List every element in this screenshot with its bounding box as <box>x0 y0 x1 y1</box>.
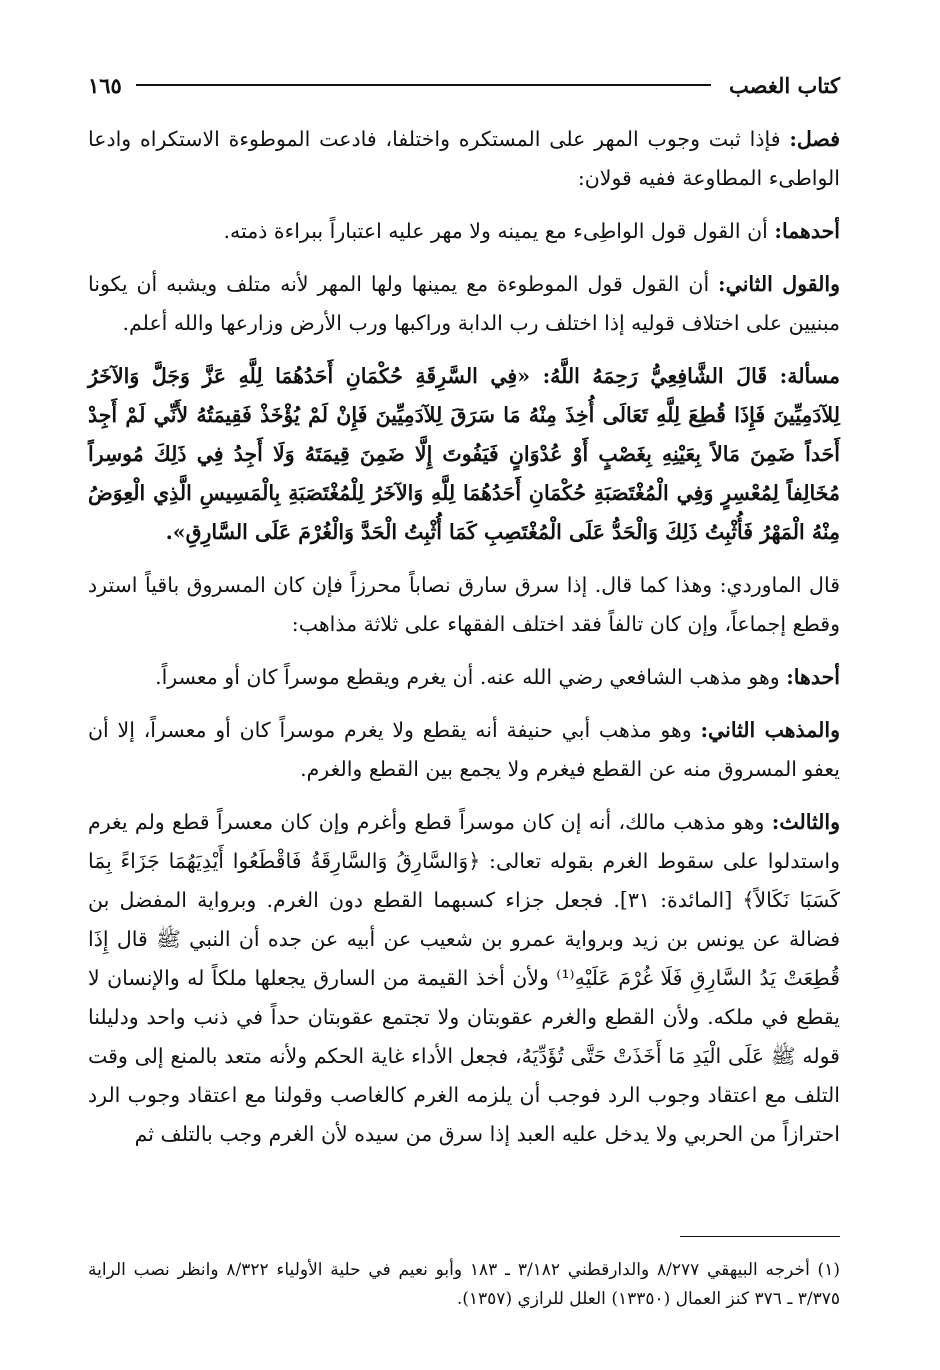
chapter-title: كتاب الغصب <box>728 72 840 98</box>
paragraph-text: أن القول قول الواطِىء مع يمينه ولا مهر عليه اعتباراً ببراءة ذمته. <box>223 219 775 243</box>
paragraph-text: وهو مذهب مالك، أنه إن كان موسراً قطع وأغرم وإن كان معسراً قطع ولم يغرم واستدلوا على سقوط الغرم بقوله تعالى: ﴿وَالسَّارِقُ وَالسَّارِقَةُ فَاقْطَعُوا أَيْدِيَهُمَا جَزَاءً بِمَا كَسَبَا نَكَالاً﴾ [المائدة: ٣١]. فجعل جزاء كسبهما القطع دون الغرم. وبرواية المفضل بن فضالة عن يونس بن زيد وبرواية عمرو بن شعيب عن أبيه عن جده أن النبي ﷺ قال إِذَا قُطِعَتْ يَدُ السَّارِقِ فَلَا غُرْمَ عَلَيْهِ⁽¹⁾ ولأن أخذ القيمة من السارق يجعلها ملكاً له والإنسان لا يقطع في ملكه. ولأن القطع والغرم عقوبتان ولا تجتمع عقوبتان حداً في ذنب واحد ودليلنا قوله ﷺ عَلَى الْيَدِ مَا أَخَذَتْ حَتَّى تُؤَدِّيَهُ، فجعل الأداء غاية الحكم ولأنه متعد بالمنع إلى وقت التلف مع اعتقاد وجوب الرد فوجب أن يلزمه الغرم كالغاصب وقولنا مع اعتقاد وجوب الرد احترازاً من الحربي ولا يدخل عليه العبد إذا سرق من سيده لأن الغرم وجب بالتلف ثم <box>88 810 841 1146</box>
paragraph-text: أن القول قول الموطوءة مع يمينها ولها المهر لأنه متلف ويشبه أن يكونا مبنيين على اختلاف قوليه إذا اختلف رب الدابة وراكبها ورب الأرض وزارعها والله أعلم. <box>88 272 840 335</box>
header-rule <box>136 84 711 86</box>
paragraph-lead: أحدهما: <box>774 219 840 243</box>
paragraph-lead: والمذهب الثاني: <box>700 718 840 742</box>
main-text <box>88 120 840 1154</box>
paragraph-masala <box>88 357 840 552</box>
paragraph-lead: والثالث: <box>771 810 840 834</box>
paragraph-lead: والقول الثاني: <box>718 272 840 296</box>
page-number: ١٦٥ <box>88 72 122 98</box>
paragraph-text: رَحِمَهُ اللَّهُ: «فِي السَّرِقَةِ حُكْمَانِ أَحَدُهُمَا لِلَّهِ عَزَّ وَجَلَّ وَالآخَرُ لِلآدَمِيِّينَ فَإِذَا قُطِعَ لِلَّهِ تَعَالَى أُخِذَ مِنْهُ مَا سَرَقَ لِلآدَمِيِّينَ فَإِنْ لَمْ يُؤْخَذْ فَقِيمَتُهُ لأَنِّي لَمْ أَجِدْ أَحَداً ضَمِنَ مَالاً بِعَيْنِهِ بِغَصْبٍ أَوْ عُدْوَانٍ فَيَفُوتَ إِلَّا ضَمِنَ قِيمَتَهُ وَلَا أَجِدُ فِي ذَلِكَ مُوسِراً مُخَالِفاً لِمُعْسِرٍ وَفِي الْمُغْتَصَبَةِ حُكْمَانِ أَحَدُهُمَا لِلَّهِ وَالآخَرُ لِلْمُغْتَصَبَةِ بِالْمَسِيسِ الَّذِي الْعِوَضُ مِنْهُ الْمَهْرُ فَأُثْبِتُ ذَلِكَ وَالْحَدُّ عَلَى الْمُغْتَصِبِ كَمَا أُثْبِتُ الْحَدَّ وَالْغُرْمَ عَلَى السَّارِقِ». <box>88 364 840 544</box>
paragraph-first-opinion <box>88 212 840 251</box>
paragraph-mawardi <box>88 566 840 644</box>
paragraph-text: وهو مذهب الشافعي رضي الله عنه. أن يغرم ويقطع موسراً كان أو معسراً. <box>155 665 787 689</box>
paragraph-lead: فصل: <box>789 127 840 151</box>
paragraph-fasl <box>88 120 840 198</box>
paragraph-text: قال الماوردي: وهذا كما قال. إذا سرق سارق نصاباً محرزاً فإن كان المسروق باقياً استرد وقطع إجماعاً، وإن كان تالفاً فقد اختلف الفقهاء على ثلاثة مذاهب: <box>88 573 840 636</box>
paragraph-text: وهو مذهب أبي حنيفة أنه يقطع ولا يغرم موسراً كان أو معسراً، إلا أن يعفو المسروق منه عن القطع فيغرم ولا يجمع بين القطع والغرم. <box>88 718 840 781</box>
paragraph-lead: أحدها: <box>786 665 840 689</box>
running-header <box>88 68 840 102</box>
page <box>88 68 840 1338</box>
paragraph-first-school <box>88 658 840 697</box>
paragraph-third-school <box>88 803 840 1154</box>
footnote-rule <box>680 1236 840 1237</box>
paragraph-second-school <box>88 711 840 789</box>
paragraph-lead: مسألة: قَالَ الشَّافِعِيُّ <box>650 364 840 388</box>
footnote: (١) أخرجه البيهقي ٨/٢٧٧ والدارقطني ٣/١٨٢ ـ ١٨٣ وأبو نعيم في حلية الأولياء ٨/٣٢٢ وانظر نصب الراية ٣/٣٧٥ ـ ٣٧٦ كنز العمال (١٣٣٥٠) العلل للرازي (١٣٥٧). <box>88 1260 840 1309</box>
paragraph-second-opinion <box>88 265 840 343</box>
paragraph-text: فإذا ثبت وجوب المهر على المستكره واختلفا، فادعت الموطوءة الاستكراه وادعا الواطىء المطاوعة ففيه قولان: <box>88 127 840 190</box>
